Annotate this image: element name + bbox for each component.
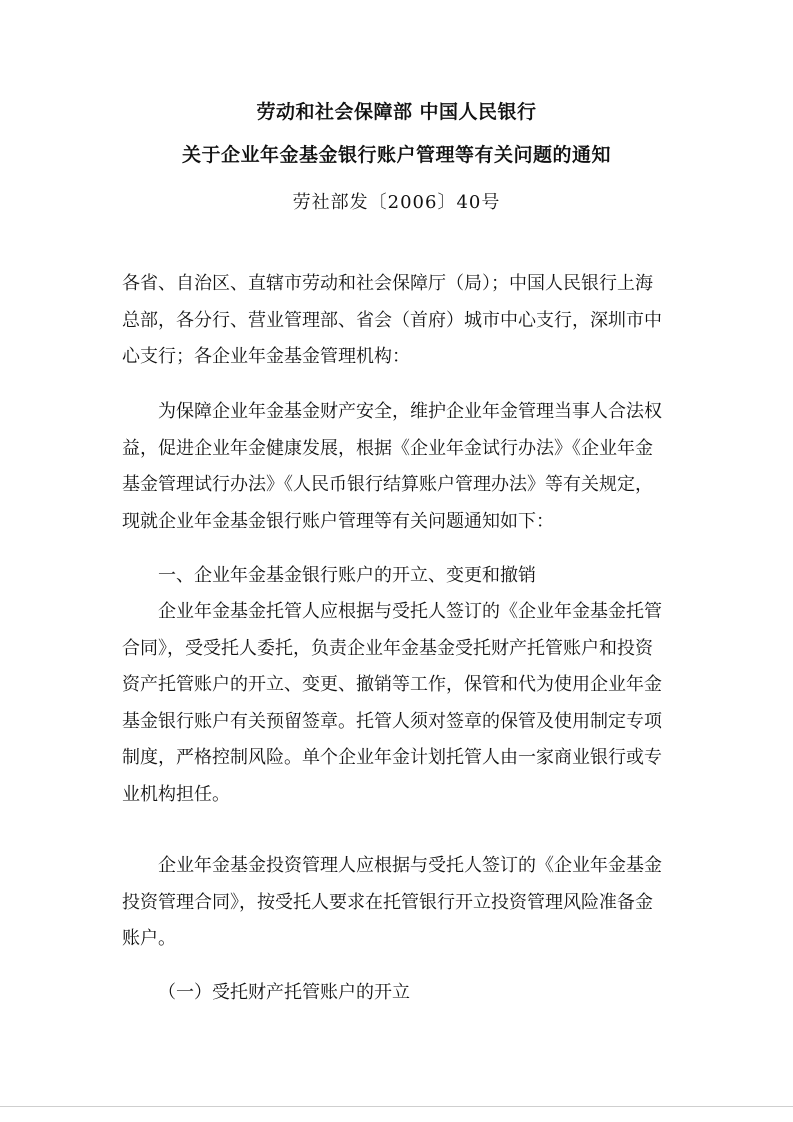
body-paragraph xyxy=(122,594,678,813)
section-heading-text: 一、企业年金基金银行账户的开立、变更和撤销 xyxy=(158,565,536,586)
paragraph-line: 投资管理合同》，按受托人要求在托管银行开立投资管理风险准备金 xyxy=(122,891,653,913)
intro-line: 益，促进企业年金健康发展，根据《企业年金试行办法》《企业年金 xyxy=(122,437,653,459)
intro-line: 为保障企业年金基金财产安全，维护企业年金管理当事人合法权 xyxy=(158,401,662,422)
addressee-line: 总部，各分行、营业管理部、省会（首府）城市中心支行，深圳市中 xyxy=(122,309,662,331)
subsection-heading-text: （一）受托财产托管账户的开立 xyxy=(158,982,410,1003)
paragraph-line: 资产托管账户的开立、变更、撤销等工作，保管和代为使用企业年金 xyxy=(122,674,662,695)
document-issuers: 劳动和社会保障部 中国人民银行 xyxy=(256,101,537,123)
page-bottom-divider xyxy=(0,1106,793,1107)
addressee-line: 心支行；各企业年金基金管理机构： xyxy=(122,346,410,367)
paragraph-line: 企业年金基金托管人应根据与受托人签订的《企业年金基金托管 xyxy=(158,601,662,622)
paragraph-line: 企业年金基金投资管理人应根据与受托人签订的《企业年金基金 xyxy=(158,855,662,876)
body-paragraph xyxy=(122,848,678,958)
document-number: 劳社部发〔2006〕40号 xyxy=(292,192,501,213)
addressee-line: 各省、自治区、直辖市劳动和社会保障厅（局）；中国人民银行上海 xyxy=(122,273,653,294)
paragraph-line: 业机构担任。 xyxy=(122,783,230,805)
paragraph-line: 账户。 xyxy=(122,928,176,949)
intro-line: 现就企业年金基金银行账户管理等有关问题通知如下： xyxy=(122,510,554,532)
paragraph-line: 制度，严格控制风险。单个企业年金计划托管人由一家商业银行或专 xyxy=(122,747,662,768)
document-title: 关于企业年金基金银行账户管理等有关问题的通知 xyxy=(181,144,611,166)
intro-line: 基金管理试行办法》《人民币银行结算账户管理办法》等有关规定， xyxy=(122,474,653,495)
addressee-block xyxy=(122,266,678,376)
intro-paragraph xyxy=(122,394,678,540)
paragraph-line: 合同》，受受托人委托，负责企业年金基金受托财产托管账户和投资 xyxy=(122,637,653,659)
paragraph-line: 基金银行账户有关预留签章。托管人须对签章的保管及使用制定专项 xyxy=(122,710,662,732)
subsection-heading xyxy=(122,975,678,1012)
section-heading xyxy=(122,558,678,595)
